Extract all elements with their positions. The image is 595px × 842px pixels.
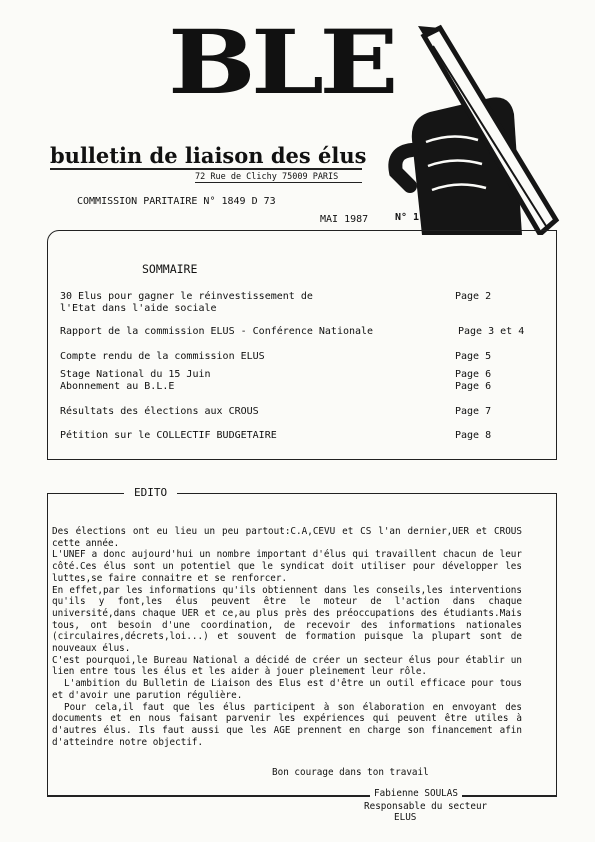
issue-number: N° 1 bbox=[395, 212, 420, 223]
toc-page: Page 6 bbox=[455, 369, 492, 380]
edito-closing: Bon courage dans ton travail bbox=[272, 767, 429, 778]
toc-page: Page 7 bbox=[455, 406, 492, 417]
edito-paragraph: C'est pourquoi,le Bureau National a décidé de créer un secteur élus pour établir un lien entre tous les élus et les aider à jouer pleinement leur rôle. bbox=[52, 654, 522, 678]
edito-title: EDITO bbox=[124, 486, 177, 500]
toc-page: Page 8 bbox=[455, 430, 492, 441]
toc-entry: Rapport de la commission ELUS - Conférence Nationale bbox=[60, 326, 374, 337]
toc-page: Page 2 bbox=[455, 291, 492, 302]
sommaire-title: SOMMAIRE bbox=[142, 262, 198, 276]
toc-entry: Pétition sur le COLLECTIF BUDGETAIRE bbox=[60, 430, 277, 441]
signature-rule bbox=[47, 795, 557, 797]
edito-paragraph: Pour cela,il faut que les élus participent à son élaboration en envoyant des documents et en nous faisant parvenir les expériences qui peuvent être utiles à d'autres élus. Ils faut aussi que les AGE prennent en charge son financement afin d'atteindre notre objectif. bbox=[52, 701, 522, 748]
toc-entry: Résultats des élections aux CROUS bbox=[60, 406, 259, 417]
edito-paragraph: En effet,par les informations qu'ils obtiennent dans les conseils,les interventions qu'ils y font,les élus peuvent être le moteur de l'action dans chaque université,dans chaque UER et ce,au plus près des préoccupations des étudiants.Mais tous, ont besoin d'une coordination, de recevoir des informations nationales (circulaires,décrets,loi...) et souvent de formation puisque la plupart sont de nouveaux élus. bbox=[52, 584, 522, 655]
signature-sector: ELUS bbox=[394, 812, 417, 823]
edito-body bbox=[52, 526, 522, 748]
toc-page: Page 5 bbox=[455, 351, 492, 362]
sommaire-box bbox=[47, 230, 557, 460]
masthead-subtitle: bulletin de liaison des élus bbox=[50, 143, 367, 168]
masthead-logo: BLE bbox=[168, 10, 394, 114]
address-rule bbox=[195, 182, 362, 183]
signature-name: Fabienne SOULAS bbox=[370, 788, 462, 799]
toc-entry: 30 Elus pour gagner le réinvestissement de l'Etat dans l'aide sociale bbox=[60, 291, 313, 314]
toc-entry: Abonnement au B.L.E bbox=[60, 381, 175, 392]
signature-role: Responsable du secteur bbox=[364, 801, 488, 812]
hand-holding-pen-illustration bbox=[382, 20, 582, 235]
edito-paragraph: Des élections ont eu lieu un peu partout:C.A,CEVU et CS l'an dernier,UER et CROUS cette année. bbox=[52, 526, 522, 549]
toc-page: Page 3 et 4 bbox=[458, 326, 525, 337]
toc-entry: Stage National du 15 Juin bbox=[60, 369, 211, 380]
toc-entry: Compte rendu de la commission ELUS bbox=[60, 351, 265, 362]
toc-page: Page 6 bbox=[455, 381, 492, 392]
address: 72 Rue de Clichy 75009 PARIS bbox=[195, 172, 339, 182]
edito-paragraph: L'UNEF a donc aujourd'hui un nombre important d'élus qui travaillent chacun de leur côté.Ces élus sont un potentiel que le syndicat doit utiliser pour développer les luttes,se faire connaitre et se renforcer. bbox=[52, 549, 522, 584]
subtitle-rule bbox=[50, 168, 362, 170]
issue-date: MAI 1987 bbox=[320, 214, 369, 225]
edito-paragraph: L'ambition du Bulletin de Liaison des Elus est d'être un outil efficace pour tous et d'avoir une parution régulière. bbox=[52, 678, 522, 701]
commission-paritaire: COMMISSION PARITAIRE N° 1849 D 73 bbox=[77, 196, 276, 207]
